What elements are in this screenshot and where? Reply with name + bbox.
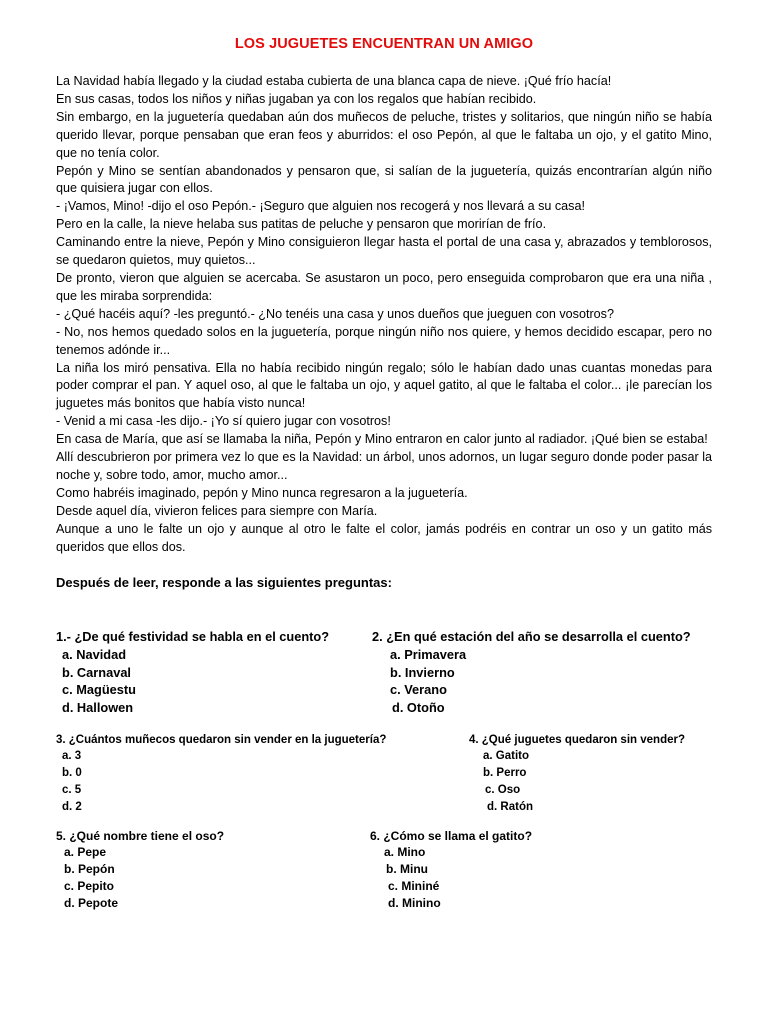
story-text bbox=[56, 73, 712, 556]
story-paragraph: La niña los miró pensativa. Ella no había recibido ningún regalo; sólo le habían dado unas cuantas monedas para poder comprar el pan. Y aquel oso, al que le faltaba un ojo, y aquel gatito, al que le faltaba el color... ¡le parecían los juguetes más bonitos que había visto nunca! bbox=[56, 360, 712, 411]
story-paragraph: Caminando entre la nieve, Pepón y Mino consiguieron llegar hasta el portal de una casa y, abrazados y temblorosos, se quedaron quietos, muy quietos... bbox=[56, 235, 712, 268]
answer-option[interactable]: c. Pepito bbox=[64, 879, 115, 894]
story-paragraph: - No, nos hemos quedado solos en la juguetería, porque ningún niño nos quiere, y hemos decidido escapar, pero no tenemos adónde ir... bbox=[56, 324, 712, 357]
story-paragraph: En casa de María, que así se llamaba la niña, Pepón y Mino entraron en calor junto al radiador. ¡Qué bien se estaba! bbox=[56, 432, 708, 447]
answer-option[interactable]: b. Pepón bbox=[64, 862, 115, 877]
question-text: 3. ¿Cuántos muñecos quedaron sin vender en la juguetería? bbox=[56, 734, 387, 747]
question-2 bbox=[372, 628, 691, 716]
answer-option[interactable]: b. Invierno bbox=[390, 664, 455, 680]
answer-option[interactable]: a. 3 bbox=[62, 750, 82, 763]
worksheet-page bbox=[56, 36, 712, 911]
story-paragraph: Allí descubrieron por primera vez lo que es la Navidad: un árbol, unos adornos, un lugar seguro donde poder pasar la noche y, sobre todo, amor, mucho amor... bbox=[56, 450, 712, 482]
question-5 bbox=[56, 828, 224, 912]
question-1 bbox=[56, 628, 329, 716]
answer-option[interactable]: d. Minino bbox=[388, 896, 441, 911]
question-4 bbox=[469, 732, 685, 815]
answer-option[interactable]: a. Primavera bbox=[390, 647, 467, 663]
answer-option[interactable]: d. Ratón bbox=[487, 800, 533, 813]
answer-option[interactable]: c. Mininé bbox=[388, 879, 440, 894]
story-paragraph: Sin embargo, en la juguetería quedaban aún dos muñecos de peluche, tristes y solitarios, que ningún niño se había querido llevar, porque pensaban que eran feos y aburridos: el oso Pepón, al que le faltaba un ojo, y el gatito Mino, que no tenía color. bbox=[56, 109, 712, 160]
answer-option[interactable]: d. Pepote bbox=[64, 896, 119, 911]
answer-option[interactable]: d. Otoño bbox=[392, 699, 445, 715]
question-text: 2. ¿En qué estación del año se desarrolla el cuento? bbox=[372, 629, 691, 645]
instructions: Después de leer, responde a las siguientes preguntas: bbox=[56, 575, 392, 591]
question-3 bbox=[56, 732, 386, 815]
answer-option[interactable]: c. 5 bbox=[62, 784, 82, 797]
answer-option[interactable]: b. Minu bbox=[386, 862, 428, 877]
story-paragraph: Pepón y Mino se sentían abandonados y pensaron que, si salían de la juguetería, quizás encontrarían algún niño que quisiera jugar con ellos. bbox=[56, 163, 712, 196]
answer-option[interactable]: c. Oso bbox=[485, 784, 521, 797]
question-text: 4. ¿Qué juguetes quedaron sin vender? bbox=[469, 734, 685, 747]
story-paragraph: La Navidad había llegado y la ciudad estaba cubierta de una blanca capa de nieve. ¡Qué frío hacía! bbox=[56, 74, 612, 88]
story-paragraph: Pero en la calle, la nieve helaba sus patitas de peluche y pensaron que morirían de frío. bbox=[56, 217, 547, 232]
question-text: 1.- ¿De qué festividad se habla en el cuento? bbox=[56, 629, 330, 645]
answer-option[interactable]: d. 2 bbox=[62, 800, 82, 813]
answer-option[interactable]: a. Gatito bbox=[483, 750, 530, 763]
question-6 bbox=[370, 828, 532, 912]
answer-option[interactable]: d. Hallowen bbox=[62, 699, 134, 715]
story-paragraph: De pronto, vieron que alguien se acercaba. Se asustaron un poco, pero enseguida comprobaron que era una niña , que les miraba sorprendida: bbox=[56, 270, 712, 303]
story-paragraph: - Venid a mi casa -les dijo.- ¡Yo sí quiero jugar con vosotros! bbox=[56, 414, 391, 429]
answer-option[interactable]: a. Mino bbox=[384, 845, 426, 860]
story-paragraph: - ¡Vamos, Mino! -dijo el oso Pepón.- ¡Seguro que alguien nos recogerá y nos llevará a su casa! bbox=[56, 199, 585, 214]
question-text: 6. ¿Cómo se llama el gatito? bbox=[370, 829, 533, 844]
answer-option[interactable]: a. Pepe bbox=[64, 845, 107, 860]
answer-option[interactable]: a. Navidad bbox=[62, 647, 127, 663]
story-paragraph: En sus casas, todos los niños y niñas jugaban ya con los regalos que habían recibido. bbox=[56, 91, 537, 106]
story-paragraph: Aunque a uno le falte un ojo y aunque al otro le falte el color, jamás podréis en contrar un oso y un gatito más queridos que ellos dos. bbox=[56, 521, 712, 554]
answer-option[interactable]: b. Perro bbox=[483, 767, 527, 780]
story-title: LOS JUGUETES ENCUENTRAN UN AMIGO bbox=[234, 36, 534, 52]
question-text: 5. ¿Qué nombre tiene el oso? bbox=[56, 829, 225, 844]
answer-option[interactable]: b. 0 bbox=[62, 767, 82, 780]
answer-option[interactable]: c. Magüestu bbox=[62, 682, 136, 698]
answer-option[interactable]: c. Verano bbox=[390, 682, 447, 698]
story-paragraph: - ¿Qué hacéis aquí? -les preguntó.- ¿No tenéis una casa y unos dueños que jueguen con vosotros? bbox=[56, 306, 614, 321]
story-paragraph: Como habréis imaginado, pepón y Mino nunca regresaron a la juguetería. bbox=[56, 485, 468, 500]
answer-option[interactable]: b. Carnaval bbox=[62, 664, 131, 680]
story-paragraph: Desde aquel día, vivieron felices para siempre con María. bbox=[56, 503, 378, 518]
